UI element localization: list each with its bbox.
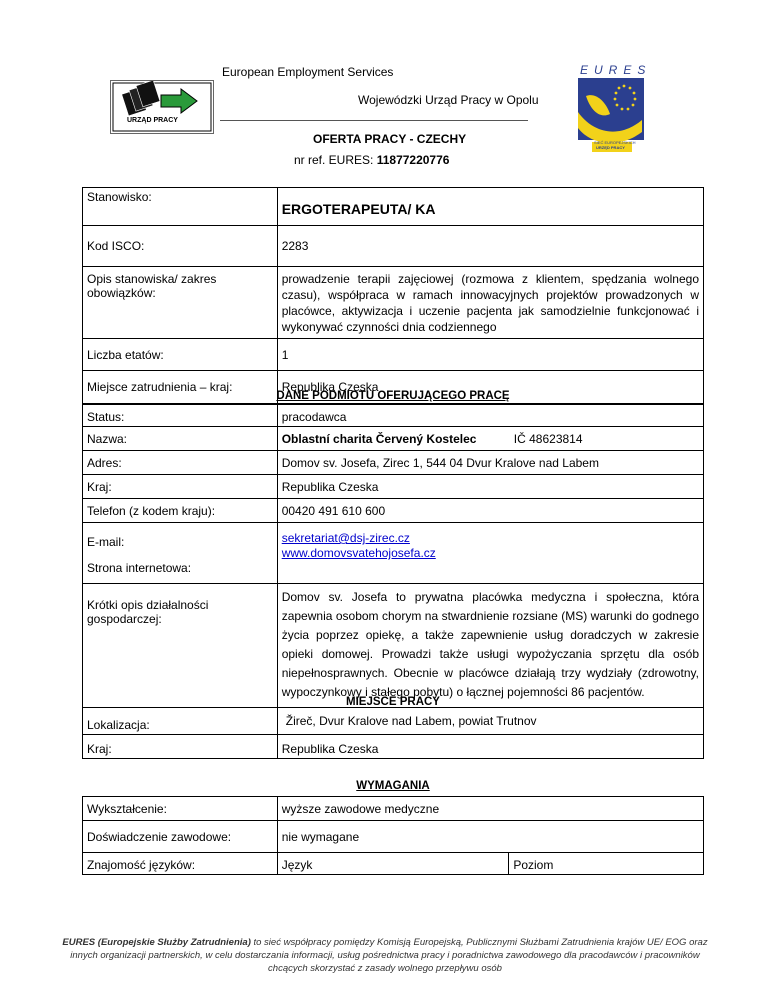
education-value: wyższe zawodowe medyczne [277,797,703,821]
employer-table [82,404,704,708]
workplace-country-value: Republika Czeska [277,734,703,758]
org-name: European Employment Services [222,65,394,79]
isco-value: 2283 [277,226,703,267]
employer-country-value: Republika Czeska [277,475,703,499]
header-divider [220,120,528,121]
activity-label: Krótki opis działalności gospodarczej: [83,584,278,708]
requirements-section-title: WYMAGANIA [356,780,430,792]
urzad-pracy-logo-graphic [111,81,213,133]
position-value-text: ERGOTERAPEUTA/ KA [281,200,436,217]
office-name: Wojewódzki Urząd Pracy w Opolu [358,93,539,107]
table-row [83,405,704,427]
location-value: Žireč, Dvur Kralove nad Labem, powiat Trutnov [285,713,537,728]
phone-label: Telefon (z kodem kraju): [83,499,278,523]
workplace-section-title: MIEJSCE PRACY [346,696,440,708]
eures-logo-sub: SIEĆ EUROPEJSKICH [594,140,636,145]
urzad-pracy-logo-text: URZĄD PRACY [127,117,178,124]
activity-value: Domov sv. Josefa to prywatna placówka medyczna i społeczna, która zapewnia osobom chorym na stwardnienie rozsiane (MS) warunki do godnego życia poprzez opiekę, a także zapewnienie usług doradczych w zakresie opieki domowej. Prowadzi także usługi wypożyczania sprzętu dla osób niepełnosprawnych. Obecnie w placówce działają trzy wydziały (zdrowotny, wypoczynkowy i stałego pobytu) o łącznej pojemności 86 pacjentów. [277,584,703,708]
employer-name-cell [277,427,703,451]
description-label: Opis stanowiska/ zakres obowiązków: [83,267,278,339]
reference-number [294,153,449,167]
description-value: prowadzenie terapii zajęciowej (rozmowa z klientem, spędzania wolnego czasu), współpraca w ramach innowacyjnych projektów prowadzonych w placówce, aktywizacja i uczenie pacjenta jak samodzielnie funkcjonować i wykonywać czynności dnia codziennego [277,267,703,339]
footer-text: to sieć współpracy pomiędzy Komisją Europejską, Publicznymi Służbami Zatrudnienia krajów UE/ EOG oraz innych organizacji partnerskich, w celu dostarczania informacji, usług pośrednictwa pracy i poradnictwa zawodowego dla pracodawców i pracowników chcących skorzystać z zasady wolnego przepływu osób [70,937,708,974]
status-value: pracodawca [277,405,703,427]
location-label: Lokalizacja: [83,678,278,734]
table-row [83,499,704,523]
table-row [83,475,704,499]
address-value: Domov sv. Josefa, Zirec 1, 544 04 Dvur Kralove nad Labem [277,451,703,475]
level-column-header: Poziom [509,853,704,875]
table-row [83,734,704,758]
reference-label: nr ref. EURES: [294,153,374,167]
contact-labels [83,523,278,584]
urzad-pracy-logo [110,80,214,134]
table-row [83,821,704,853]
employer-country-label: Kraj: [83,475,278,499]
count-label: Liczba etatów: [83,339,278,371]
table-row [83,267,704,339]
education-label: Wykształcenie: [83,797,278,821]
offer-title: OFERTA PRACY - CZECHY [313,132,467,146]
table-row [83,226,704,267]
contact-values [277,523,703,584]
experience-value: nie wymagane [277,821,703,853]
workplace-country-label: Kraj: [83,734,278,758]
eures-logo-sub2: URZĘD PRACY [596,145,625,150]
table-row [83,427,704,451]
employment-country-label: Miejsce zatrudnienia – kraj: [83,371,278,404]
table-row [83,451,704,475]
count-value: 1 [277,339,703,371]
email-link[interactable]: sekretariat@dsj-zirec.cz [281,531,410,545]
isco-label: Kod ISCO: [83,226,278,267]
table-row [83,797,704,821]
experience-label: Doświadczenie zawodowe: [83,821,278,853]
status-label: Status: [83,405,278,427]
email-label: E-mail: [87,535,125,549]
language-column-header: Język [277,853,509,875]
table-row [83,853,704,875]
footer-note [60,936,710,975]
web-label: Strona internetowa: [87,561,192,575]
footer-bold: EURES (Europejskie Służby Zatrudnienia) [62,937,251,948]
employer-name-value: Oblastní charita Červený Kostelec [281,431,477,446]
phone-value: 00420 491 610 600 [277,499,703,523]
table-row [83,339,704,371]
employment-country-value: Republika Czeska [277,371,703,404]
employer-ic: IČ 48623814 [513,431,583,446]
requirements-table [82,796,704,875]
languages-label: Znajomość języków: [83,853,278,875]
address-label: Adres: [83,451,278,475]
website-link[interactable]: www.domovsvatehojosefa.cz [281,546,436,560]
employer-section-title: DANE PODMIOTU OFERUJĄCEGO PRACĘ [276,390,510,402]
eures-logo-text: EURES [580,63,652,77]
position-value [277,188,703,226]
reference-value: 11877220776 [376,153,450,167]
employer-name-label: Nazwa: [83,427,278,451]
position-label: Stanowisko: [83,188,278,226]
eures-logo [572,62,652,154]
job-table [82,187,704,404]
table-row [83,523,704,584]
table-row [83,188,704,226]
workplace-table [82,678,704,759]
